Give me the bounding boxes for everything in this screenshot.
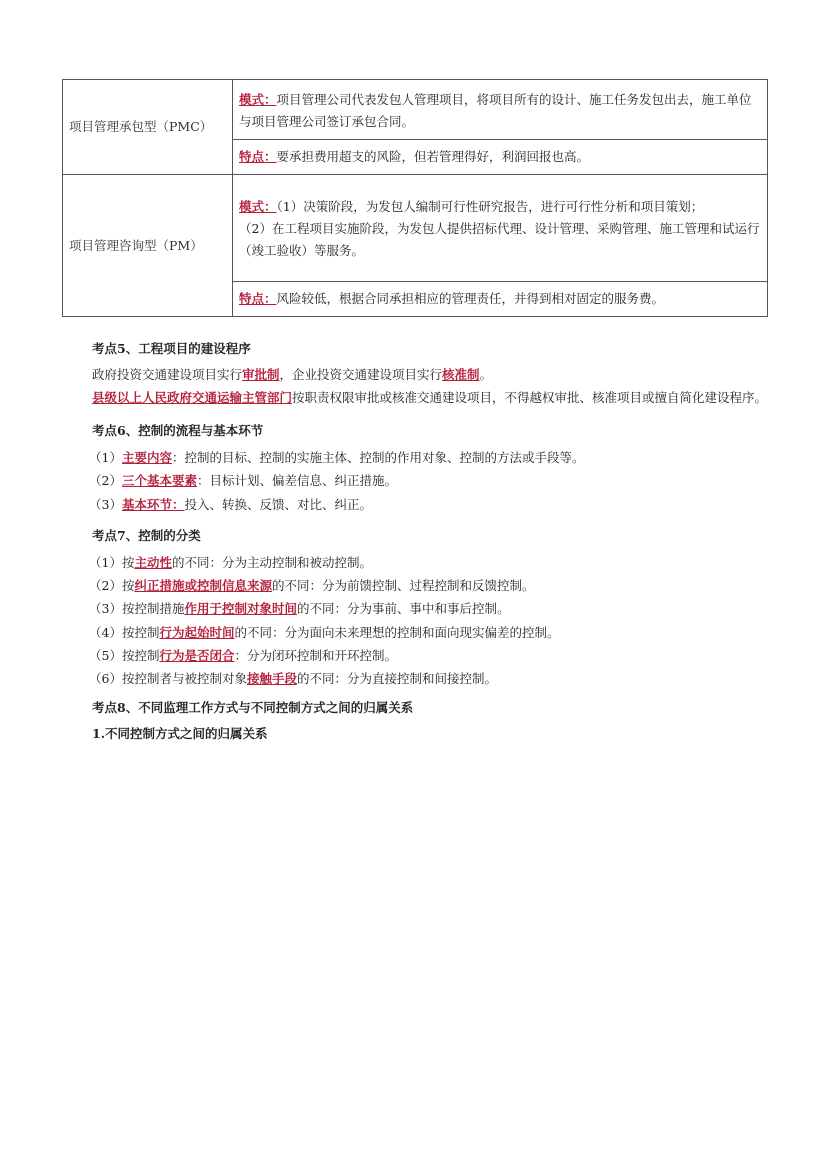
project-management-table [62,79,768,317]
section-7 [62,526,768,691]
keyword: 纠正措施或控制信息来源 [134,578,272,594]
item-text: 投入、转换、反馈、对比、纠正。 [184,496,372,512]
mode-text: 项目管理公司代表发包人管理项目，将项目所有的设计、施工任务发包出去，施工单位与项目管理公司签订承包合同。 [239,91,752,129]
keyword: 三个基本要素 [121,473,197,489]
keyword: 行为是否闭合 [159,648,235,664]
item-prefix: （1）按 [89,554,135,570]
keyword: 基本环节： [121,496,185,512]
list-item [89,667,768,690]
paragraph [62,363,768,386]
list-item [89,493,768,516]
section-6 [62,421,768,516]
mode-text-2: （2）在工程项目实施阶段，为发包人提供招标代理、设计管理、采购管理、施工管理和试运行（竣工验收）等服务。 [239,221,760,258]
list-item [89,446,768,469]
section-title: 考点5、工程项目的建设程序 [92,341,251,356]
item-prefix: （6）按控制者与被控制对象 [89,671,247,687]
keyword: 主要内容 [121,450,172,465]
keyword: 接触手段 [246,671,297,687]
keyword: 行为起始时间 [159,624,235,640]
text: 按职责权限审批或核准交通建设项目，不得越权审批、核准项目或擅自简化建设程序。 [292,390,768,405]
section-5 [62,339,768,409]
list [62,551,768,691]
section-8 [62,697,768,745]
keyword: 核准制 [442,367,480,382]
mode-cell [233,80,768,140]
item-num: （3） [89,496,122,512]
mode-label: 模式： [239,199,277,214]
item-text: 的不同：分为事前、事中和事后控制。 [296,601,510,617]
item-prefix: （3）按控制措施 [89,601,185,617]
list-item [89,551,768,574]
item-text: 的不同：分为主动控制和被动控制。 [171,554,372,570]
item-num: （2） [89,473,122,489]
row-name-pm: 项目管理咨询型（PM） [63,175,233,317]
section-title: 考点7、控制的分类 [92,527,201,543]
item-prefix: （5）按控制 [89,648,160,664]
keyword: 县级以上人民政府交通运输主管部门 [92,390,293,405]
list-item [89,621,768,644]
item-text: 的不同：分为前馈控制、过程控制和反馈控制。 [271,578,535,594]
keyword: 作用于控制对象时间 [184,601,297,617]
item-text: 的不同：分为面向未来理想的控制和面向现实偏差的控制。 [234,624,560,640]
item-prefix: （4）按控制 [89,624,160,640]
item-text: ：分为闭环控制和开环控制。 [234,648,397,664]
table-row [63,175,768,282]
table-row [63,80,768,140]
list-item [89,469,768,492]
row-name-pmc: 项目管理承包型（PMC） [63,80,233,175]
section-title: 考点8、不同监理工作方式与不同控制方式之间的归属关系 [92,699,414,715]
item-text: 的不同：分为直接控制和间接控制。 [296,671,497,687]
text: 。 [479,367,493,382]
mode-label: 模式： [239,91,277,107]
list [62,446,768,516]
feature-text: 要承担费用超支的风险，但若管理得好，利润回报也高。 [276,149,590,164]
keyword: 审批制 [242,367,280,382]
text: 政府投资交通建设项目实行 [92,367,243,382]
list-item [89,644,768,667]
item-num: （1） [89,450,122,465]
feature-cell [233,140,768,175]
paragraph [62,386,768,409]
section-title: 考点6、控制的流程与基本环节 [92,423,264,438]
subsection-title: 1.不同控制方式之间的归属关系 [92,725,268,741]
item-prefix: （2）按 [89,578,135,594]
page [62,79,768,745]
text: ，企业投资交通建设项目实行 [279,367,443,382]
feature-text: 风险较低，根据合同承担相应的管理责任，并得到相对固定的服务费。 [276,291,665,306]
item-text: ：控制的目标、控制的实施主体、控制的作用对象、控制的方法或手段等。 [171,450,585,465]
keyword: 主动性 [134,554,172,570]
feature-cell [233,282,768,317]
feature-label: 特点： [239,149,277,164]
list-item [89,597,768,620]
feature-label: 特点： [239,291,277,306]
mode-text-1: （1）决策阶段，为发包人编制可行性研究报告，进行可行性分析和项目策划； [276,199,704,214]
mode-cell [233,175,768,282]
item-text: ：目标计划、偏差信息、纠正措施。 [196,473,397,489]
list-item [89,574,768,597]
